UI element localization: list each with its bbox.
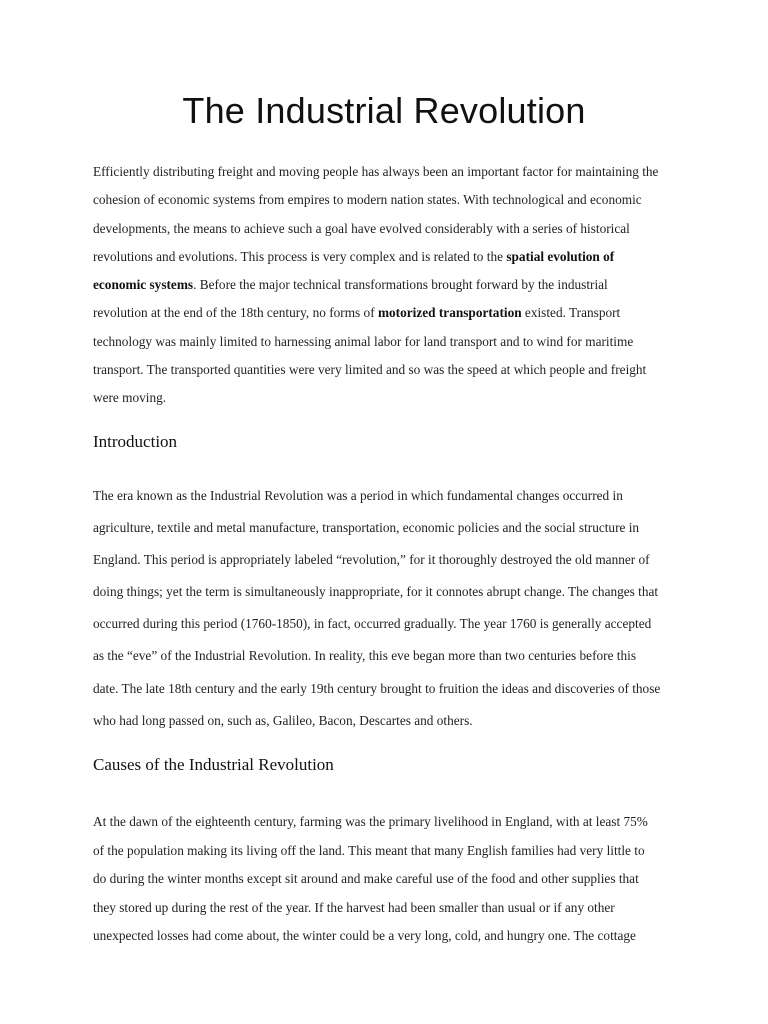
paragraph-text: revolution at the end of the 18th century, no forms of	[93, 305, 378, 321]
paragraph-line: At the dawn of the eighteenth century, farming was the primary livelihood in England, with at least 75%	[93, 814, 648, 829]
bold-term: spatial evolution of	[506, 248, 615, 264]
paragraph-line: were moving.	[93, 390, 167, 406]
bold-term: economic systems	[93, 277, 194, 293]
paragraph-line: technology was mainly limited to harnessing animal labor for land transport and to wind for maritime	[93, 333, 634, 349]
paragraph-line	[93, 243, 683, 271]
paragraph-line: who had long passed on, such as, Galileo, Bacon, Descartes and others.	[93, 712, 473, 728]
paragraph-text: . Before the major technical transformations brought forward by the industrial	[193, 277, 608, 293]
paragraph-line	[93, 271, 683, 299]
section-heading-causes: Causes of the Industrial Revolution	[93, 755, 334, 774]
paragraph-line: England. This period is appropriately labeled “revolution,” for it thoroughly destroyed the old manner of	[93, 552, 650, 568]
paragraph-line: Efficiently distributing freight and moving people has always been an important factor for maintaining the	[93, 164, 659, 179]
paragraph-line: cohesion of economic systems from empires to modern nation states. With technological and economic	[93, 192, 642, 208]
bold-term: motorized transportation	[377, 305, 522, 321]
paragraph-line: The era known as the Industrial Revolution was a period in which fundamental changes occurred in	[93, 488, 623, 503]
paragraph-text: existed. Transport	[521, 305, 621, 321]
section-heading-introduction: Introduction	[93, 432, 178, 451]
intro-paragraph	[93, 158, 683, 413]
paragraph-line: occurred during this period (1760-1850), in fact, occurred gradually. The year 1760 is generally accepted	[93, 616, 652, 632]
paragraph-text: revolutions and evolutions. This process is very complex and is related to the	[93, 248, 507, 264]
paragraph-line: doing things; yet the term is simultaneously inappropriate, for it connotes abrupt change. The changes that	[93, 584, 659, 600]
page-title: The Industrial Revolution	[182, 90, 586, 131]
paragraph-line: as the “eve” of the Industrial Revolution. In reality, this eve began more than two centuries before this	[93, 648, 637, 664]
paragraph-line: developments, the means to achieve such a goal have evolved considerably with a series of historical	[93, 220, 630, 236]
paragraph-line: agriculture, textile and metal manufacture, transportation, economic policies and the social structure in	[93, 520, 640, 536]
paragraph-line	[93, 299, 683, 327]
paragraph-line: they stored up during the rest of the year. If the harvest had been smaller than usual or if any other	[93, 899, 615, 915]
causes-paragraph	[93, 808, 683, 951]
paragraph-line: of the population making its living off the land. This meant that many English families had very little to	[93, 842, 645, 858]
paragraph-line: do during the winter months except sit around and make careful use of the food and other supplies that	[93, 871, 639, 887]
paragraph-line: date. The late 18th century and the early 19th century brought to fruition the ideas and discoveries of those	[93, 680, 661, 696]
introduction-paragraph	[93, 480, 683, 737]
paragraph-line: unexpected losses had come about, the winter could be a very long, cold, and hungry one. The cottage	[93, 928, 636, 944]
paragraph-line: transport. The transported quantities were very limited and so was the speed at which people and freight	[93, 362, 647, 378]
